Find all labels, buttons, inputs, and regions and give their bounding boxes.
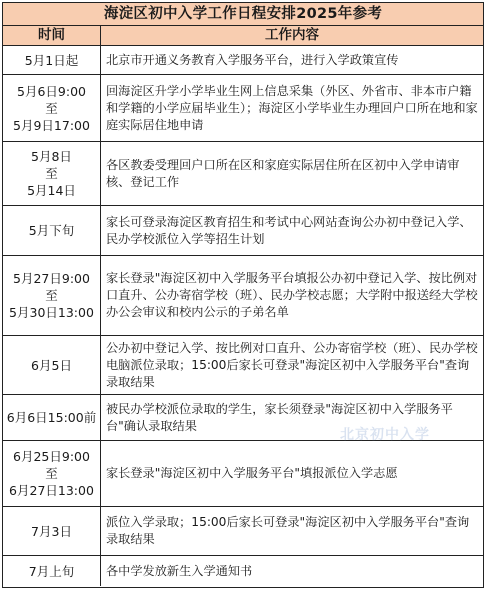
table-row <box>3 395 483 441</box>
table-row <box>3 507 483 556</box>
row-time: 7月3日 <box>3 507 101 555</box>
row-time: 5月下旬 <box>3 206 101 255</box>
table-row <box>3 75 483 142</box>
row-time: 6月25日9:00 至 6月27日13:00 <box>3 441 101 506</box>
row-time: 5月1日起 <box>3 46 101 74</box>
row-time: 6月6日15:00前 <box>3 395 101 440</box>
row-content: 各区教委受理回户口所在区和家庭实际居住所在区初中入学申请审核、登记工作 <box>106 157 460 189</box>
row-content: 公办初中登记入学、按比例对口直升、公办寄宿学校（班）、民办学校电脑派位录取；15:00后家长可登录"海淀区初中入学服务平台"查询录取结果 <box>106 340 478 389</box>
row-content: 家长登录"海淀区初中入学服务平台"填报派位入学志愿 <box>106 466 398 480</box>
table-row <box>3 256 483 336</box>
header-time: 时间 <box>3 26 101 45</box>
row-content: 被民办学校派位录取的学生，家长须登录"海淀区初中入学服务平台"确认录取结果 <box>106 401 453 433</box>
row-time: 5月27日9:00 至 5月30日13:00 <box>3 256 101 335</box>
table-title: 海淀区初中入学工作日程安排2025年参考 <box>3 3 483 26</box>
table-header <box>3 26 483 46</box>
table-row <box>3 336 483 395</box>
row-time: 5月6日9:00 至 5月9日17:00 <box>3 75 101 141</box>
row-content: 北京市开通义务教育入学服务平台，进行入学政策宣传 <box>106 52 399 67</box>
table-row <box>3 46 483 75</box>
table-row <box>3 206 483 256</box>
table-row <box>3 441 483 507</box>
row-time: 7月上旬 <box>3 556 101 586</box>
row-content: 家长登录"海淀区初中入学服务平台填报公办初中登记入学、按比例对口直升、公办寄宿学校（班）、民办学校志愿；大学附中报送经大学校办公会审议和校内公示的子弟名单 <box>106 271 478 319</box>
table-row <box>3 142 483 206</box>
row-content: 派位入学录取；15:00后家长可登录"海淀区初中入学服务平台"查询录取结果 <box>106 515 470 546</box>
row-content: 各中学发放新生入学通知书 <box>106 563 253 578</box>
watermark-text: 北京初中入学 <box>340 427 430 443</box>
row-content: 回海淀区升学小学毕业生网上信息采集（外区、外省市、非本市户籍和学籍的小学应届毕业生）；海淀区小学毕业生办理回户口所在地和家庭实际居住地申请 <box>106 83 478 132</box>
schedule-table <box>2 2 484 588</box>
table-row <box>3 556 483 586</box>
row-time: 6月5日 <box>3 336 101 394</box>
row-content: 家长可登录海淀区教育招生和考试中心网站查询公办初中登记入学、民办学校派位入学等招生计划 <box>106 214 472 246</box>
header-content: 工作内容 <box>265 27 319 43</box>
row-time: 5月8日 至 5月14日 <box>3 142 101 205</box>
